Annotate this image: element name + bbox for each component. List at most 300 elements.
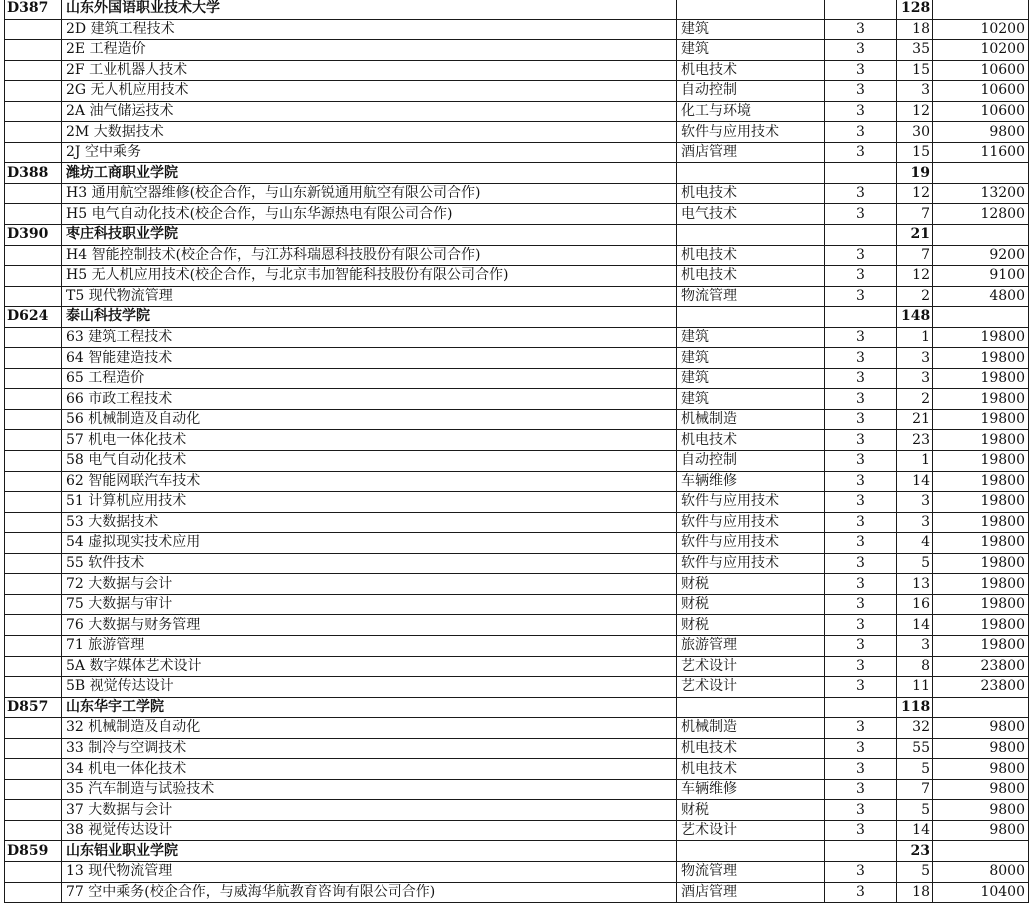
major-plan: 3 (897, 635, 933, 656)
major-plan: 3 (897, 81, 933, 102)
major-category: 艺术设计 (677, 656, 825, 677)
major-code-cell (5, 266, 62, 287)
major-row (5, 409, 1029, 430)
school-total: 19 (897, 163, 933, 184)
major-category: 酒店管理 (677, 882, 825, 903)
major-plan: 5 (897, 553, 933, 574)
table-body (5, 0, 1029, 903)
major-fee: 9800 (933, 759, 1029, 780)
major-years: 3 (825, 327, 897, 348)
major-category: 财税 (677, 800, 825, 821)
major-years: 3 (825, 492, 897, 513)
major-row (5, 615, 1029, 636)
major-row (5, 142, 1029, 163)
major-plan: 16 (897, 594, 933, 615)
major-category: 机电技术 (677, 245, 825, 266)
major-fee: 9200 (933, 245, 1029, 266)
major-name: 71 旅游管理 (62, 635, 677, 656)
school-category-cell (677, 163, 825, 184)
major-fee: 10200 (933, 19, 1029, 40)
major-name: 33 制冷与空调技术 (62, 738, 677, 759)
major-fee: 12800 (933, 204, 1029, 225)
major-category: 建筑 (677, 40, 825, 61)
major-years: 3 (825, 183, 897, 204)
major-plan: 18 (897, 882, 933, 903)
major-name: 35 汽车制造与试验技术 (62, 779, 677, 800)
major-fee: 10200 (933, 40, 1029, 61)
major-name: 51 计算机应用技术 (62, 492, 677, 513)
school-name: 泰山科技学院 (62, 307, 677, 328)
major-code-cell (5, 327, 62, 348)
major-name: 2D 建筑工程技术 (62, 19, 677, 40)
major-fee: 19800 (933, 635, 1029, 656)
major-years: 3 (825, 409, 897, 430)
school-category-cell (677, 0, 825, 19)
school-name: 潍坊工商职业学院 (62, 163, 677, 184)
major-category: 物流管理 (677, 861, 825, 882)
major-name: 13 现代物流管理 (62, 861, 677, 882)
major-row (5, 533, 1029, 554)
major-fee: 10600 (933, 60, 1029, 81)
major-years: 3 (825, 286, 897, 307)
major-code-cell (5, 635, 62, 656)
major-name: 37 大数据与会计 (62, 800, 677, 821)
school-years-cell (825, 225, 897, 246)
major-name: 66 市政工程技术 (62, 389, 677, 410)
major-category: 酒店管理 (677, 142, 825, 163)
major-row (5, 348, 1029, 369)
major-name: H5 电气自动化技术(校企合作，与山东华源热电有限公司合作) (62, 204, 677, 225)
major-code-cell (5, 40, 62, 61)
major-years: 3 (825, 615, 897, 636)
major-fee: 9800 (933, 800, 1029, 821)
major-fee: 19800 (933, 594, 1029, 615)
major-code-cell (5, 861, 62, 882)
major-fee: 11600 (933, 142, 1029, 163)
major-years: 3 (825, 800, 897, 821)
major-plan: 5 (897, 861, 933, 882)
major-years: 3 (825, 533, 897, 554)
major-code-cell (5, 533, 62, 554)
major-plan: 13 (897, 574, 933, 595)
major-category: 软件与应用技术 (677, 492, 825, 513)
major-name: T5 现代物流管理 (62, 286, 677, 307)
major-category: 软件与应用技术 (677, 122, 825, 143)
major-name: H4 智能控制技术(校企合作，与江苏科瑞恩科技股份有限公司合作) (62, 245, 677, 266)
major-name: 54 虚拟现实技术应用 (62, 533, 677, 554)
major-fee: 19800 (933, 430, 1029, 451)
major-years: 3 (825, 19, 897, 40)
major-code-cell (5, 430, 62, 451)
major-plan: 15 (897, 142, 933, 163)
school-total: 23 (897, 841, 933, 862)
major-code-cell (5, 553, 62, 574)
major-fee: 13200 (933, 183, 1029, 204)
major-fee: 19800 (933, 348, 1029, 369)
school-row (5, 841, 1029, 862)
major-row (5, 81, 1029, 102)
major-name: 77 空中乘务(校企合作，与威海华航教育咨询有限公司合作) (62, 882, 677, 903)
major-name: 2J 空中乘务 (62, 142, 677, 163)
major-name: 64 智能建造技术 (62, 348, 677, 369)
major-fee: 19800 (933, 409, 1029, 430)
major-row (5, 574, 1029, 595)
major-plan: 35 (897, 40, 933, 61)
school-fee-cell (933, 225, 1029, 246)
school-row (5, 0, 1029, 19)
major-plan: 3 (897, 348, 933, 369)
major-row (5, 40, 1029, 61)
major-fee: 19800 (933, 389, 1029, 410)
major-fee: 10400 (933, 882, 1029, 903)
major-name: 53 大数据技术 (62, 512, 677, 533)
major-plan: 5 (897, 759, 933, 780)
major-years: 3 (825, 81, 897, 102)
major-fee: 23800 (933, 677, 1029, 698)
major-name: 2A 油气储运技术 (62, 101, 677, 122)
major-years: 3 (825, 430, 897, 451)
major-fee: 19800 (933, 512, 1029, 533)
major-plan: 8 (897, 656, 933, 677)
major-row (5, 389, 1029, 410)
major-category: 艺术设计 (677, 820, 825, 841)
major-plan: 7 (897, 245, 933, 266)
major-years: 3 (825, 718, 897, 739)
major-code-cell (5, 800, 62, 821)
school-name: 山东铝业职业学院 (62, 841, 677, 862)
major-plan: 7 (897, 204, 933, 225)
major-category: 物流管理 (677, 286, 825, 307)
major-fee: 9800 (933, 779, 1029, 800)
major-row (5, 820, 1029, 841)
school-row (5, 697, 1029, 718)
major-name: 38 视觉传达设计 (62, 820, 677, 841)
major-row (5, 492, 1029, 513)
major-name: 2M 大数据技术 (62, 122, 677, 143)
major-name: 2E 工程造价 (62, 40, 677, 61)
major-row (5, 471, 1029, 492)
school-code: D857 (5, 697, 62, 718)
school-category-cell (677, 307, 825, 328)
school-total: 21 (897, 225, 933, 246)
major-row (5, 245, 1029, 266)
major-name: 72 大数据与会计 (62, 574, 677, 595)
major-code-cell (5, 738, 62, 759)
major-row (5, 635, 1029, 656)
major-fee: 9100 (933, 266, 1029, 287)
major-fee: 8000 (933, 861, 1029, 882)
major-category: 建筑 (677, 327, 825, 348)
major-name: 58 电气自动化技术 (62, 451, 677, 472)
major-years: 3 (825, 594, 897, 615)
major-fee: 19800 (933, 574, 1029, 595)
major-code-cell (5, 615, 62, 636)
major-category: 建筑 (677, 389, 825, 410)
major-name: 76 大数据与财务管理 (62, 615, 677, 636)
major-category: 建筑 (677, 19, 825, 40)
major-name: 56 机械制造及自动化 (62, 409, 677, 430)
major-plan: 2 (897, 286, 933, 307)
major-category: 电气技术 (677, 204, 825, 225)
major-row (5, 656, 1029, 677)
major-plan: 4 (897, 533, 933, 554)
major-code-cell (5, 759, 62, 780)
major-fee: 9800 (933, 122, 1029, 143)
major-code-cell (5, 286, 62, 307)
major-years: 3 (825, 204, 897, 225)
school-code: D387 (5, 0, 62, 19)
school-fee-cell (933, 697, 1029, 718)
major-years: 3 (825, 348, 897, 369)
major-name: 62 智能网联汽车技术 (62, 471, 677, 492)
major-category: 机械制造 (677, 409, 825, 430)
major-code-cell (5, 101, 62, 122)
major-name: H5 无人机应用技术(校企合作，与北京韦加智能科技股份有限公司合作) (62, 266, 677, 287)
major-row (5, 122, 1029, 143)
school-years-cell (825, 841, 897, 862)
major-years: 3 (825, 142, 897, 163)
major-name: 34 机电一体化技术 (62, 759, 677, 780)
school-years-cell (825, 307, 897, 328)
major-plan: 14 (897, 615, 933, 636)
major-plan: 3 (897, 512, 933, 533)
major-years: 3 (825, 245, 897, 266)
major-code-cell (5, 368, 62, 389)
major-fee: 9800 (933, 820, 1029, 841)
major-row (5, 882, 1029, 903)
major-category: 车辆维修 (677, 471, 825, 492)
school-fee-cell (933, 163, 1029, 184)
major-category: 机电技术 (677, 759, 825, 780)
major-category: 财税 (677, 594, 825, 615)
major-name: 63 建筑工程技术 (62, 327, 677, 348)
major-code-cell (5, 142, 62, 163)
major-years: 3 (825, 451, 897, 472)
major-category: 化工与环境 (677, 101, 825, 122)
major-row (5, 204, 1029, 225)
major-category: 软件与应用技术 (677, 553, 825, 574)
major-years: 3 (825, 266, 897, 287)
major-category: 机电技术 (677, 183, 825, 204)
major-plan: 1 (897, 327, 933, 348)
major-code-cell (5, 779, 62, 800)
school-row (5, 163, 1029, 184)
major-row (5, 327, 1029, 348)
major-years: 3 (825, 368, 897, 389)
major-years: 3 (825, 471, 897, 492)
school-category-cell (677, 841, 825, 862)
major-row (5, 368, 1029, 389)
major-code-cell (5, 183, 62, 204)
major-category: 建筑 (677, 348, 825, 369)
major-category: 机电技术 (677, 60, 825, 81)
major-plan: 3 (897, 492, 933, 513)
major-code-cell (5, 389, 62, 410)
major-fee: 19800 (933, 327, 1029, 348)
major-code-cell (5, 492, 62, 513)
school-total: 118 (897, 697, 933, 718)
major-category: 自动控制 (677, 451, 825, 472)
major-row (5, 101, 1029, 122)
major-fee: 19800 (933, 471, 1029, 492)
major-years: 3 (825, 820, 897, 841)
major-category: 车辆维修 (677, 779, 825, 800)
major-row (5, 718, 1029, 739)
major-row (5, 677, 1029, 698)
major-row (5, 430, 1029, 451)
major-years: 3 (825, 882, 897, 903)
school-total: 148 (897, 307, 933, 328)
major-years: 3 (825, 759, 897, 780)
major-category: 财税 (677, 574, 825, 595)
school-fee-cell (933, 841, 1029, 862)
major-code-cell (5, 820, 62, 841)
major-name: 32 机械制造及自动化 (62, 718, 677, 739)
major-row (5, 800, 1029, 821)
major-years: 3 (825, 60, 897, 81)
major-plan: 14 (897, 820, 933, 841)
school-code: D388 (5, 163, 62, 184)
major-plan: 12 (897, 183, 933, 204)
major-code-cell (5, 718, 62, 739)
major-plan: 55 (897, 738, 933, 759)
major-name: 2G 无人机应用技术 (62, 81, 677, 102)
major-category: 机械制造 (677, 718, 825, 739)
major-code-cell (5, 348, 62, 369)
major-plan: 11 (897, 677, 933, 698)
major-years: 3 (825, 553, 897, 574)
school-fee-cell (933, 307, 1029, 328)
school-years-cell (825, 697, 897, 718)
school-row (5, 307, 1029, 328)
major-category: 软件与应用技术 (677, 512, 825, 533)
major-years: 3 (825, 738, 897, 759)
major-years: 3 (825, 389, 897, 410)
major-years: 3 (825, 677, 897, 698)
major-code-cell (5, 19, 62, 40)
major-name: 57 机电一体化技术 (62, 430, 677, 451)
major-code-cell (5, 594, 62, 615)
enrollment-plan-table (4, 0, 1029, 903)
major-category: 机电技术 (677, 266, 825, 287)
major-name: 55 软件技术 (62, 553, 677, 574)
major-name: 65 工程造价 (62, 368, 677, 389)
major-plan: 18 (897, 19, 933, 40)
major-row (5, 286, 1029, 307)
school-category-cell (677, 697, 825, 718)
major-category: 机电技术 (677, 430, 825, 451)
major-code-cell (5, 471, 62, 492)
school-category-cell (677, 225, 825, 246)
school-total: 128 (897, 0, 933, 19)
major-plan: 32 (897, 718, 933, 739)
major-row (5, 594, 1029, 615)
major-fee: 10600 (933, 81, 1029, 102)
school-years-cell (825, 163, 897, 184)
major-years: 3 (825, 122, 897, 143)
major-plan: 1 (897, 451, 933, 472)
major-name: 75 大数据与审计 (62, 594, 677, 615)
major-row (5, 759, 1029, 780)
major-years: 3 (825, 40, 897, 61)
major-years: 3 (825, 512, 897, 533)
major-fee: 10600 (933, 101, 1029, 122)
major-code-cell (5, 574, 62, 595)
major-row (5, 183, 1029, 204)
school-name: 枣庄科技职业学院 (62, 225, 677, 246)
major-fee: 19800 (933, 533, 1029, 554)
major-name: 2F 工业机器人技术 (62, 60, 677, 81)
major-code-cell (5, 451, 62, 472)
major-row (5, 266, 1029, 287)
major-code-cell (5, 882, 62, 903)
major-category: 软件与应用技术 (677, 533, 825, 554)
major-years: 3 (825, 101, 897, 122)
major-plan: 15 (897, 60, 933, 81)
school-years-cell (825, 0, 897, 19)
major-years: 3 (825, 574, 897, 595)
major-plan: 5 (897, 800, 933, 821)
major-row (5, 553, 1029, 574)
major-fee: 23800 (933, 656, 1029, 677)
major-category: 旅游管理 (677, 635, 825, 656)
major-fee: 4800 (933, 286, 1029, 307)
major-name: 5A 数字媒体艺术设计 (62, 656, 677, 677)
major-fee: 19800 (933, 492, 1029, 513)
major-fee: 19800 (933, 615, 1029, 636)
major-category: 机电技术 (677, 738, 825, 759)
major-code-cell (5, 512, 62, 533)
major-name: 5B 视觉传达设计 (62, 677, 677, 698)
school-fee-cell (933, 0, 1029, 19)
major-code-cell (5, 677, 62, 698)
major-row (5, 512, 1029, 533)
major-code-cell (5, 204, 62, 225)
major-plan: 30 (897, 122, 933, 143)
major-plan: 21 (897, 409, 933, 430)
major-category: 自动控制 (677, 81, 825, 102)
school-name: 山东华宇工学院 (62, 697, 677, 718)
major-row (5, 861, 1029, 882)
major-category: 财税 (677, 615, 825, 636)
major-category: 艺术设计 (677, 677, 825, 698)
major-plan: 23 (897, 430, 933, 451)
major-row (5, 60, 1029, 81)
major-plan: 3 (897, 368, 933, 389)
major-plan: 12 (897, 101, 933, 122)
school-code: D624 (5, 307, 62, 328)
major-plan: 14 (897, 471, 933, 492)
major-row (5, 779, 1029, 800)
school-row (5, 225, 1029, 246)
major-plan: 12 (897, 266, 933, 287)
major-plan: 7 (897, 779, 933, 800)
major-fee: 19800 (933, 553, 1029, 574)
major-years: 3 (825, 779, 897, 800)
major-years: 3 (825, 861, 897, 882)
major-years: 3 (825, 635, 897, 656)
major-years: 3 (825, 656, 897, 677)
major-code-cell (5, 656, 62, 677)
major-row (5, 19, 1029, 40)
major-plan: 2 (897, 389, 933, 410)
major-name: H3 通用航空器维修(校企合作，与山东新锐通用航空有限公司合作) (62, 183, 677, 204)
school-code: D859 (5, 841, 62, 862)
major-code-cell (5, 409, 62, 430)
major-category: 建筑 (677, 368, 825, 389)
major-code-cell (5, 81, 62, 102)
major-code-cell (5, 245, 62, 266)
